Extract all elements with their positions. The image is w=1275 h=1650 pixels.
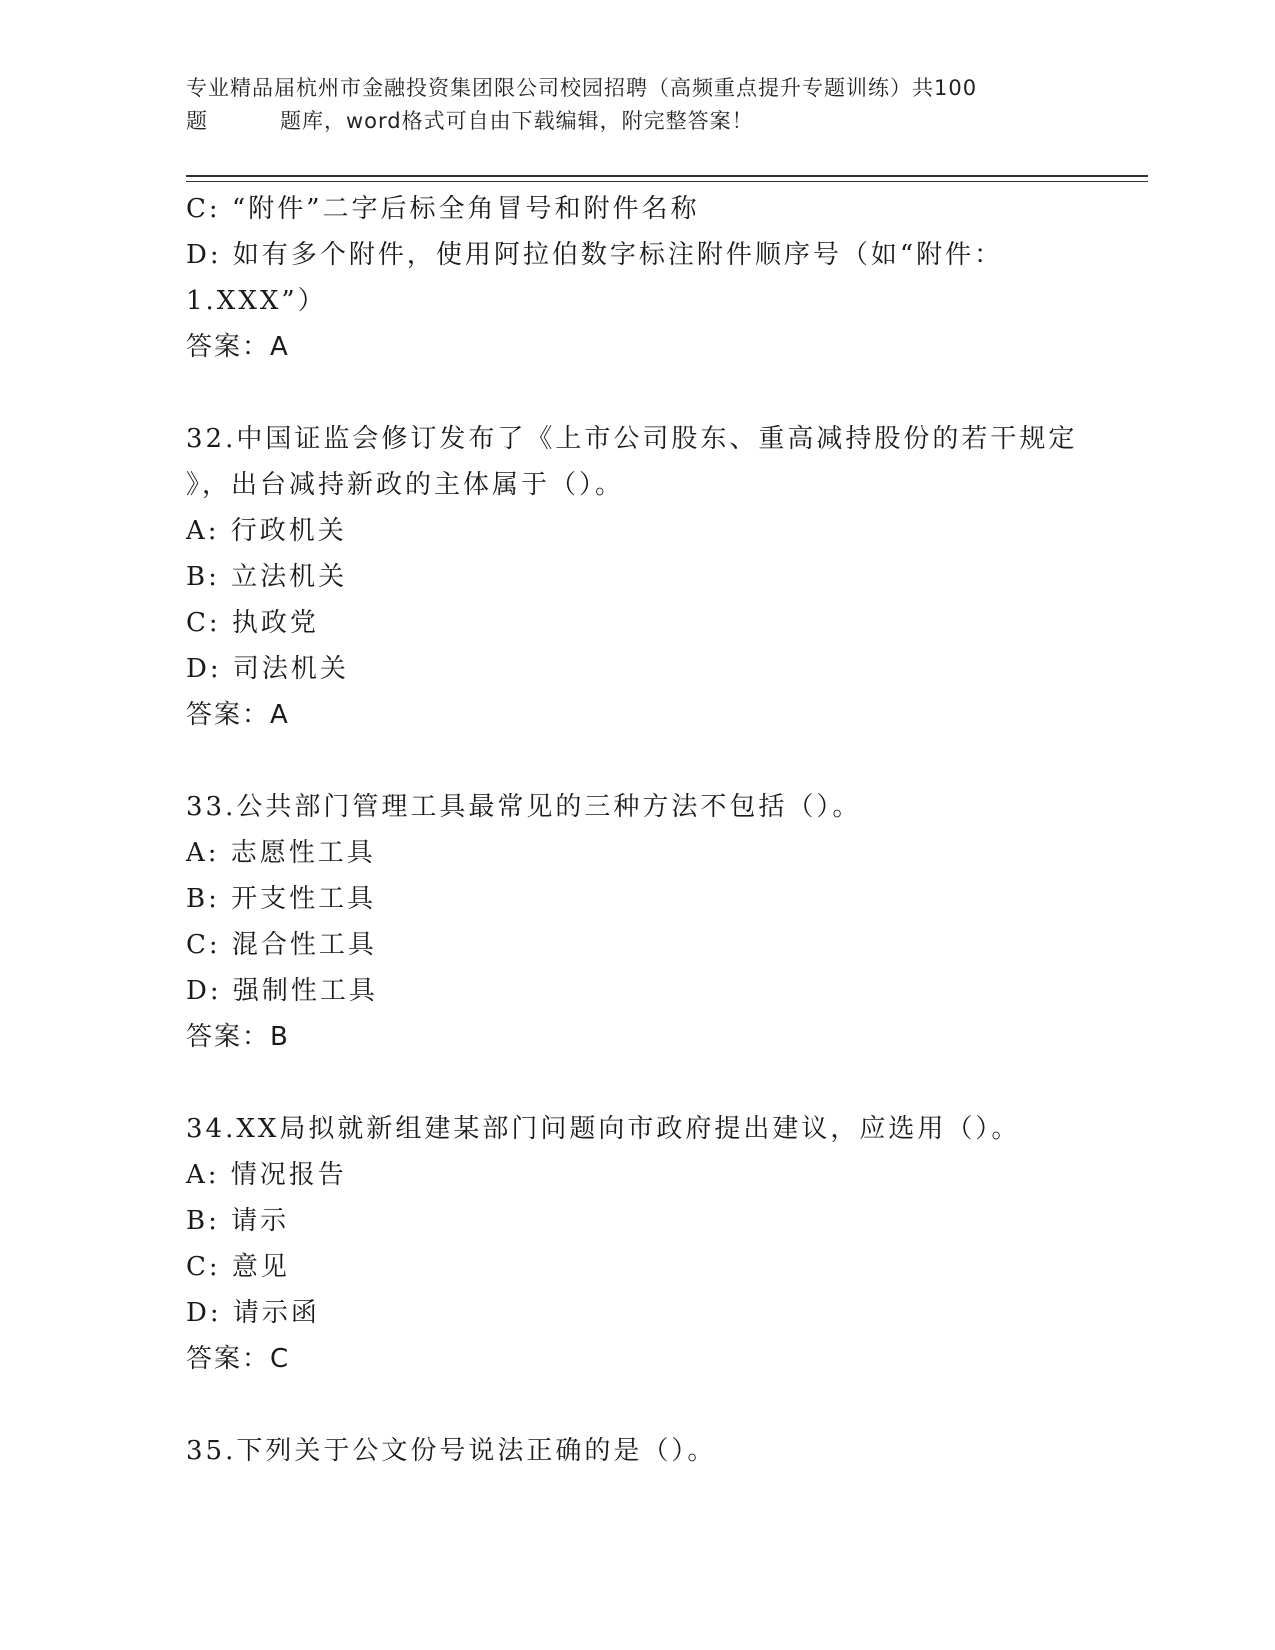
option-d: D: 如有多个附件，使用阿拉伯数字标注附件顺序号（如“附件： (186, 240, 1004, 270)
header-title-line-2 (186, 105, 1146, 138)
question-32 (186, 416, 1106, 738)
question-stem-continued: 》，出台减持新政的主体属于（）。 (186, 470, 625, 500)
question-list (186, 186, 1106, 1474)
page-header (186, 72, 1146, 138)
option-a: A: 行政机关 (186, 516, 347, 546)
option-d: D: 请示函 (186, 1298, 320, 1328)
question-stem: 34.XX局拟就新组建某部门问题向市政府提出建议，应选用（）。 (186, 1114, 1021, 1144)
option-c: C: 混合性工具 (186, 930, 377, 960)
header-title-line-1: 专业精品届杭州市金融投资集团限公司校园招聘（高频重点提升专题训练）共100 (186, 76, 978, 100)
question-35 (186, 1428, 1106, 1474)
option-a: A: 志愿性工具 (186, 838, 376, 868)
header-divider-thin (186, 181, 1148, 182)
question-stem: 33.公共部门管理工具最常见的三种方法不包括（）。 (186, 792, 862, 822)
option-d-continued: 1.XXX”） (186, 286, 327, 316)
option-d: D: 强制性工具 (186, 976, 378, 1006)
question-stem: 35.下列关于公文份号说法正确的是（）。 (186, 1436, 717, 1466)
question-stem: 32.中国证监会修订发布了《上市公司股东、重高减持股份的若干规定 (186, 424, 1078, 454)
header-title-line-2-start: 题 (186, 109, 208, 133)
option-b: B: 开支性工具 (186, 884, 377, 914)
option-b: B: 立法机关 (186, 562, 348, 592)
option-c: C: “附件”二字后标全角冒号和附件名称 (186, 194, 700, 224)
question-33 (186, 784, 1106, 1060)
option-d: D: 司法机关 (186, 654, 349, 684)
option-b: B: 请示 (186, 1206, 290, 1236)
answer: 答案：C (186, 1344, 291, 1374)
option-c: C: 执政党 (186, 608, 319, 638)
answer: 答案：B (186, 1022, 290, 1052)
option-c: C: 意见 (186, 1252, 290, 1282)
answer: 答案：A (186, 700, 290, 730)
question-34 (186, 1106, 1106, 1382)
option-a: A: 情况报告 (186, 1160, 347, 1190)
header-divider-thick (186, 175, 1148, 177)
previous-question-tail (186, 186, 1106, 370)
header-title-line-2-end: 题库，word格式可自由下载编辑，附完整答案！ (280, 109, 754, 133)
answer: 答案：A (186, 332, 290, 362)
